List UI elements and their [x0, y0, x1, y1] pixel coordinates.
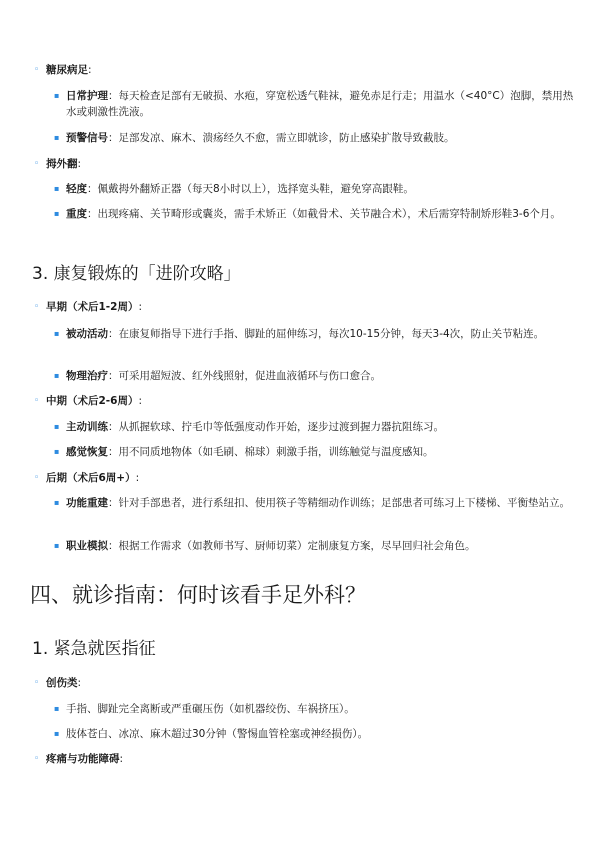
item-label: 职业模拟: [66, 540, 108, 552]
list-item-severe: [54, 206, 579, 222]
item-colon: :: [77, 677, 82, 689]
list-item-limb-pale: [54, 726, 579, 742]
item-label: 中期（术后2-6周）: [46, 395, 139, 407]
item-label: 功能重建: [66, 497, 108, 509]
item-colon: :: [138, 301, 143, 313]
section-heading-rehab: 3. 康复锻炼的「进阶攻略」: [32, 264, 241, 284]
bullet-square-icon: ▪: [54, 209, 60, 218]
list-item-sensory-recovery: [54, 444, 579, 460]
item-text: ：佩戴拇外翻矫正器（每天8小时以上），选择宽头鞋，避免穿高跟鞋。: [87, 183, 414, 195]
item-text: 肢体苍白、冰凉、麻木超过30分钟（警惕血管栓塞或神经损伤）。: [66, 728, 369, 740]
list-item-function-rebuild: [54, 495, 579, 511]
bullet-square-icon: ▪: [54, 184, 60, 193]
list-item-active-training: [54, 419, 579, 435]
bullet-square-icon: ▪: [54, 541, 60, 550]
bullet-square-icon: ▪: [54, 91, 60, 100]
item-label: 物理治疗: [66, 370, 108, 382]
item-text: ：每天检查足部有无破损、水疱，穿宽松透气鞋袜，避免赤足行走；用温水（<40°C）泡脚，禁用热水或刺激性洗液。: [66, 90, 574, 118]
bullet-circle-icon: ◦: [34, 678, 40, 688]
bullet-square-icon: ▪: [54, 422, 60, 431]
item-text: ：在康复师指导下进行手指、脚趾的屈伸练习，每次10-15分钟，每天3-4次，防止关节粘连。: [108, 328, 545, 340]
item-label: 预警信号: [66, 132, 108, 144]
list-item-passive-activity: [54, 326, 579, 342]
item-label: 疼痛与功能障碍: [46, 753, 120, 765]
item-label: 创伤类: [46, 677, 78, 689]
bullet-square-icon: ▪: [54, 704, 60, 713]
list-item-job-simulation: [54, 538, 579, 554]
list-item-amputation: [54, 701, 579, 717]
item-text: ：可采用超短波、红外线照射，促进血液循环与伤口愈合。: [108, 370, 381, 382]
bullet-circle-icon: ◦: [34, 302, 40, 312]
list-item-daily-care: [54, 88, 579, 120]
item-label: 日常护理: [66, 90, 108, 102]
bullet-square-icon: ▪: [54, 729, 60, 738]
item-colon: :: [138, 395, 143, 407]
item-label: 早期（术后1-2周）: [46, 301, 139, 313]
item-text: 手指、脚趾完全离断或严重碾压伤（如机器绞伤、车祸挤压）。: [66, 703, 355, 715]
bullet-square-icon: ▪: [54, 329, 60, 338]
item-text: ：足部发凉、麻木、溃疡经久不愈，需立即就诊，防止感染扩散导致截肢。: [108, 132, 455, 144]
item-label: 被动活动: [66, 328, 108, 340]
item-colon: :: [88, 64, 92, 76]
item-colon: :: [77, 158, 82, 170]
item-colon: :: [135, 472, 140, 484]
item-text: ：根据工作需求（如教师书写、厨师切菜）定制康复方案，尽早回归社会角色。: [108, 540, 476, 552]
list-item-physiotherapy: [54, 368, 579, 384]
section-heading-urgent: 1. 紧急就医指征: [32, 639, 156, 659]
item-label: 感觉恢复: [66, 446, 108, 458]
bullet-circle-icon: ◦: [34, 396, 40, 406]
section-heading-guide: 四、就诊指南：何时该看手足外科？: [30, 583, 366, 607]
item-label: 拇外翻: [46, 158, 78, 170]
bullet-circle-icon: ◦: [34, 754, 40, 764]
item-text: ：出现疼痛、关节畸形或囊炎，需手术矫正（如截骨术、关节融合术），术后需穿特制矫形鞋3-6个月。: [87, 208, 561, 220]
item-text: ：从抓握软球、拧毛巾等低强度动作开始，逐步过渡到握力器抗阻练习。: [108, 421, 444, 433]
list-item-warning-signs: [54, 130, 579, 146]
bullet-square-icon: ▪: [54, 371, 60, 380]
item-label: 轻度: [66, 183, 87, 195]
item-text: ：针对手部患者，进行系纽扣、使用筷子等精细动作训练；足部患者可练习上下楼梯、平衡垫站立。: [108, 497, 570, 509]
item-label: 后期（术后6周+）: [46, 472, 136, 484]
bullet-square-icon: ▪: [54, 133, 60, 142]
list-item-mild: [54, 181, 579, 197]
item-label: 重度: [66, 208, 87, 220]
bullet-circle-icon: ◦: [34, 159, 40, 169]
item-label: 主动训练: [66, 421, 108, 433]
item-colon: :: [119, 753, 124, 765]
bullet-circle-icon: ◦: [34, 473, 40, 483]
item-text: ：用不同质地物体（如毛刷、棉球）刺激手指，训练触觉与温度感知。: [108, 446, 434, 458]
bullet-square-icon: ▪: [54, 498, 60, 507]
bullet-circle-icon: ◦: [34, 65, 40, 75]
bullet-square-icon: ▪: [54, 447, 60, 456]
item-label: 糖尿病足: [46, 64, 88, 76]
